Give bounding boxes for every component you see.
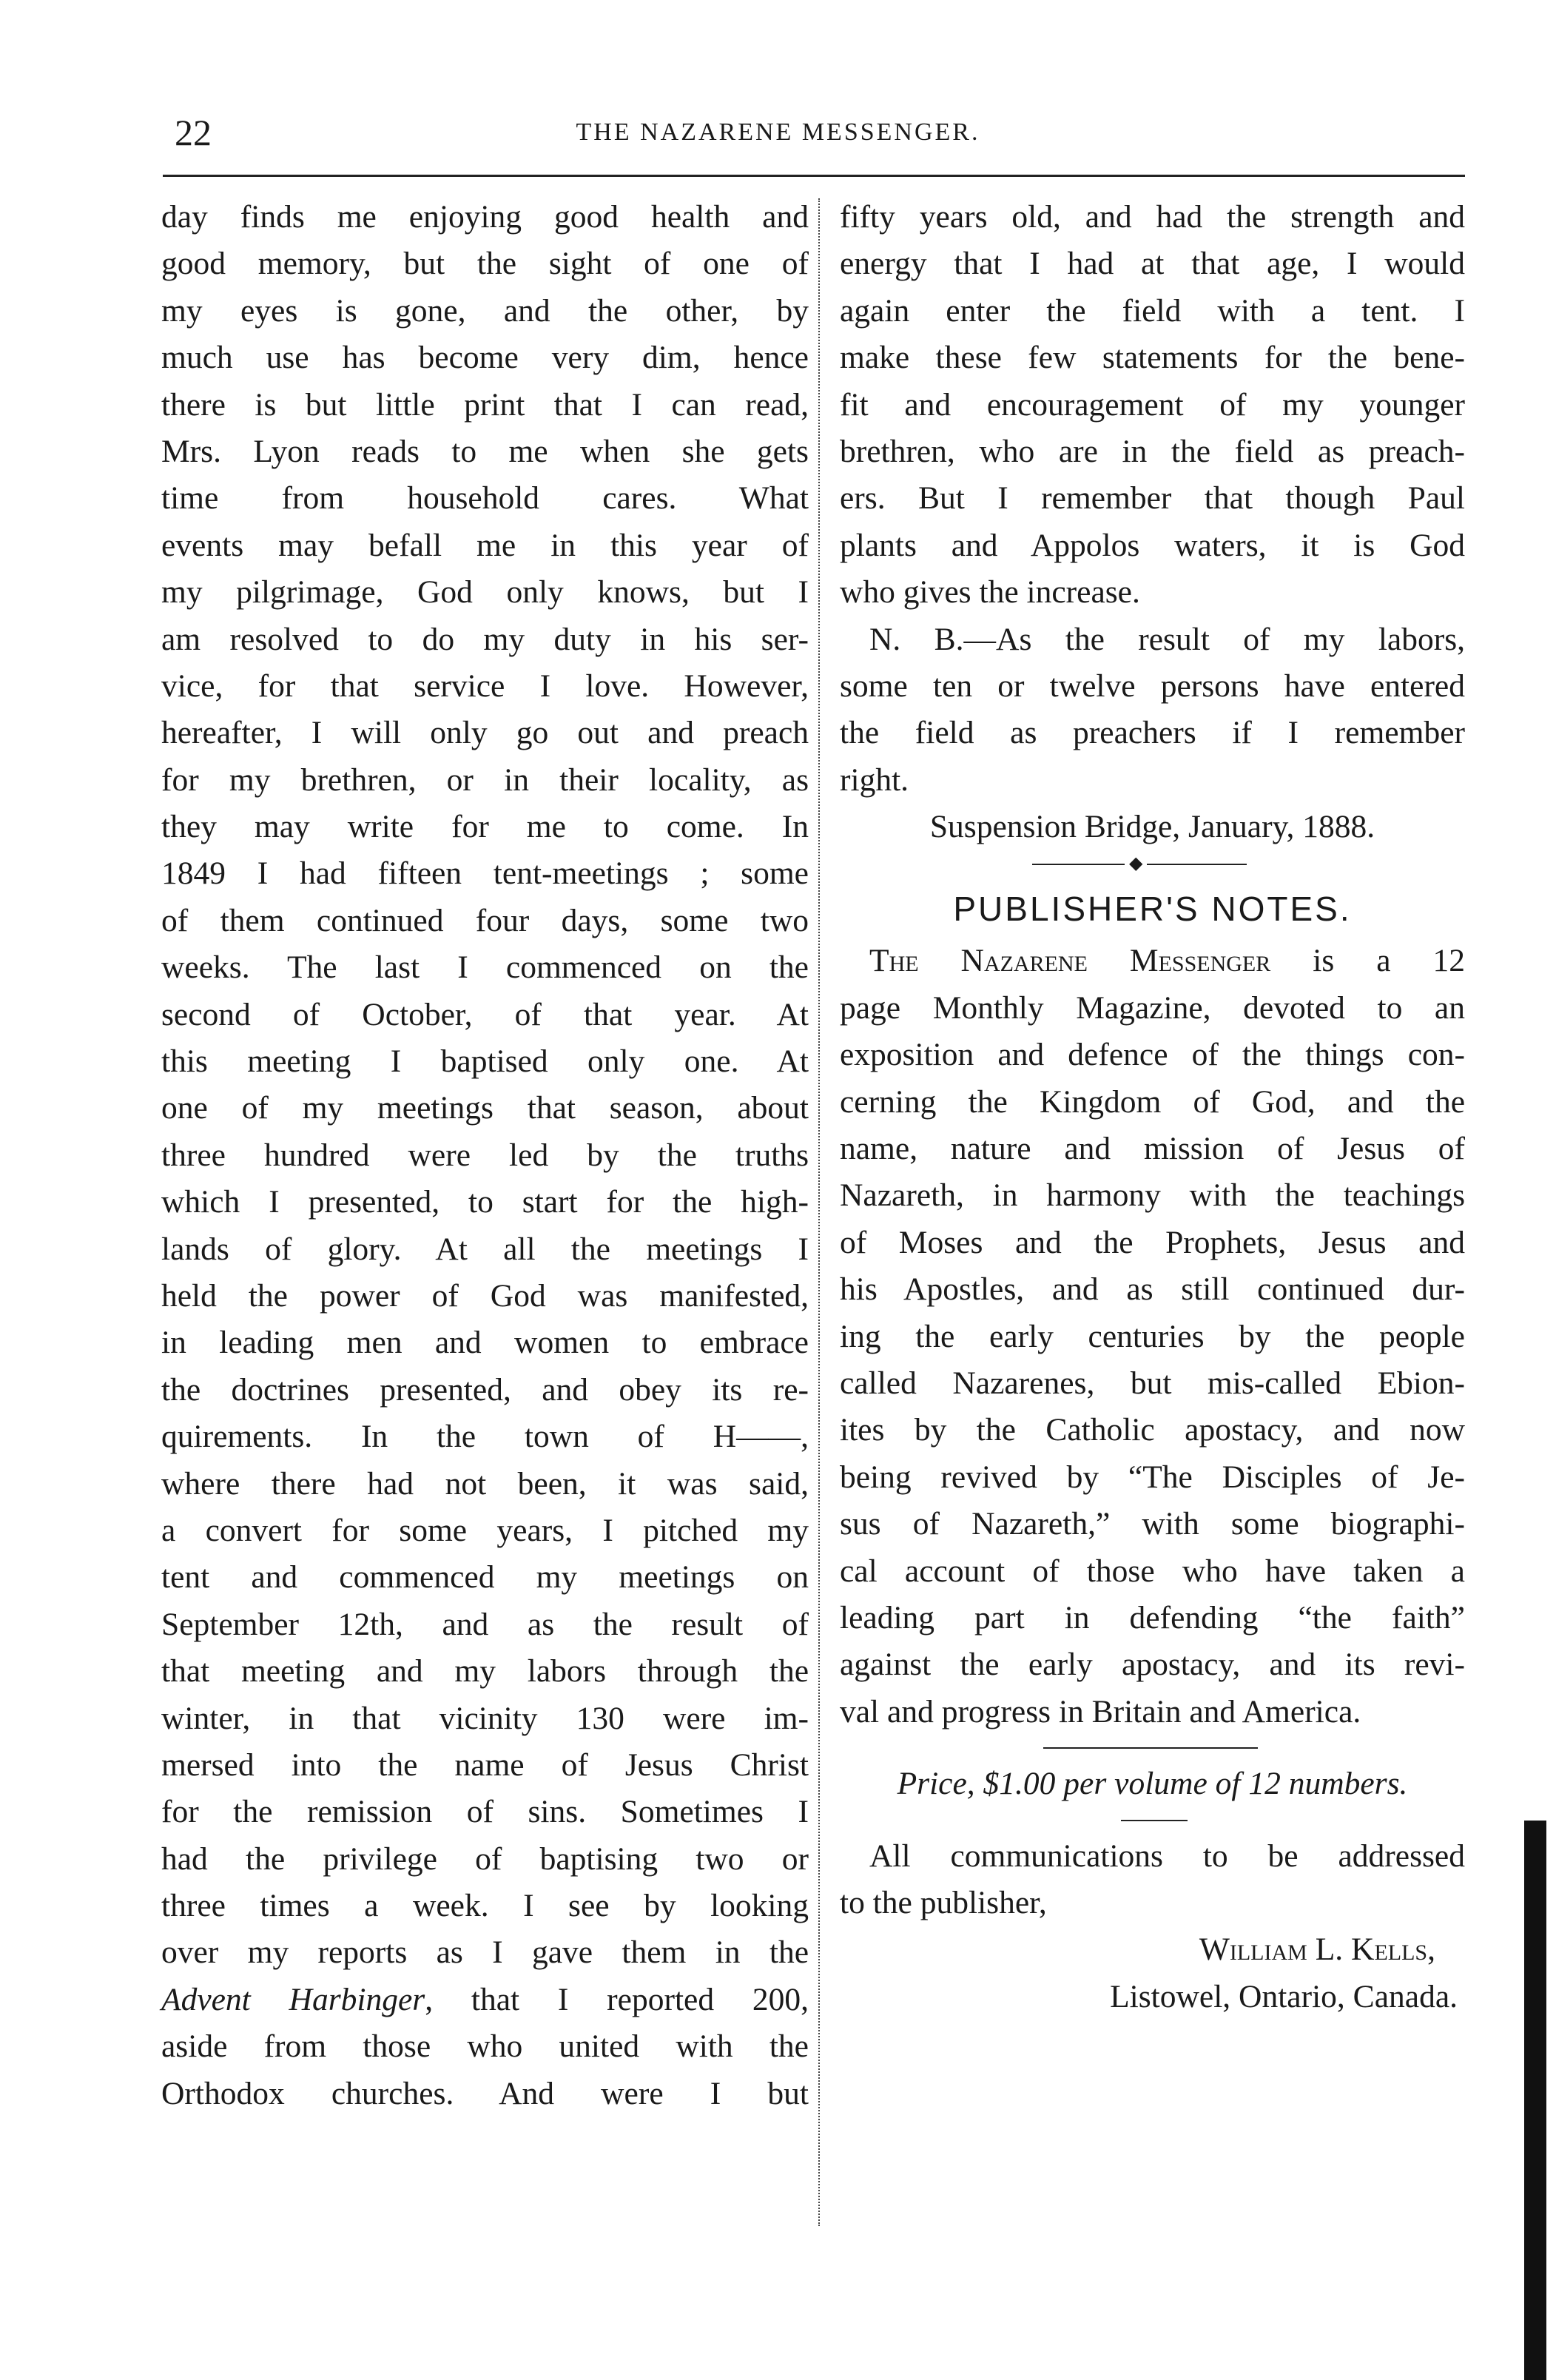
magazine-name: The Nazarene Messenger [869, 943, 1271, 979]
text-line: for the remission of sins. Sometimes I [161, 1794, 809, 1830]
publisher-location: Listowel, Ontario, Canada. [1110, 1978, 1458, 2014]
text-line: Mrs. Lyon reads to me when she gets [161, 433, 809, 469]
text-line: much use has become very dim, hence [161, 340, 809, 376]
text-line: Orthodox churches. And were I but [161, 2075, 809, 2111]
notes-line: called Nazarenes, but mis-called Ebion- [840, 1365, 1465, 1401]
text-line: three times a week. I see by looking [161, 1888, 809, 1924]
text-line: my pilgrimage, God only knows, but I [161, 574, 809, 611]
text-line: a convert for some years, I pitched my [161, 1512, 809, 1548]
text-line: had the privilege of baptising two or [161, 1841, 809, 1877]
letter-continuation [840, 194, 1465, 616]
text-line: good memory, but the sight of one of [161, 246, 809, 282]
nb-line: N. B.—As the result of my labors, [869, 621, 1465, 657]
price-line: Price, $1.00 per volume of 12 numbers. [897, 1766, 1408, 1802]
notes-line: leading part in defending “the faith” [840, 1599, 1465, 1636]
harbinger-line [161, 1977, 809, 2023]
text-line: they may write for me to come. In [161, 809, 809, 845]
text-line: lands of glory. At all the meetings I [161, 1231, 809, 1267]
text-line: my eyes is gone, and the other, by [161, 292, 809, 329]
notes-line: his Apostles, and as still continued dur- [840, 1271, 1465, 1308]
text-line: which I presented, to start for the high- [161, 1184, 809, 1220]
page-number: 22 [175, 112, 212, 153]
notes-first-line [840, 938, 1465, 984]
address-line: to the publisher, [840, 1884, 1047, 1920]
harbinger-rest: , that I reported 200, [425, 1981, 809, 2017]
left-column-closing [161, 2023, 809, 2117]
right-column [840, 194, 1465, 2020]
text-line: again enter the field with a tent. I [840, 292, 1465, 329]
text-line: quirements. In the town of H——, [161, 1419, 809, 1455]
harbinger-title: Advent Harbinger [161, 1981, 425, 2017]
text-line: one of my meetings that season, about [161, 1090, 809, 1126]
notes-line: cal account of those who have taken a [840, 1553, 1465, 1589]
dateline: Suspension Bridge, January, 1888. [929, 809, 1375, 845]
scan-margin-bar [1524, 1821, 1546, 2380]
text-line: September 12th, and as the result of [161, 1606, 809, 1642]
text-line: tent and commenced my meetings on [161, 1559, 809, 1596]
notes-line: sus of Nazareth,” with some biographi- [840, 1506, 1465, 1542]
column-divider [818, 198, 820, 2226]
notes-line: against the early apostacy, and its revi- [840, 1647, 1465, 1683]
publisher-name: William L. Kells, [1199, 1932, 1435, 1968]
text-line: day finds me enjoying good health and [161, 199, 809, 235]
text-line: who gives the increase. [840, 574, 1140, 611]
nota-bene [840, 616, 1465, 804]
text-line: fifty years old, and had the strength and [840, 199, 1465, 235]
notes-line: page Monthly Magazine, devoted to an [840, 989, 1465, 1026]
notes-line: of Moses and the Prophets, Jesus and [840, 1224, 1465, 1260]
header-rule [163, 175, 1465, 177]
text-line: 1849 I had fifteen tent-meetings ; some [161, 855, 809, 892]
text-line: of them continued four days, some two [161, 902, 809, 938]
notes-line: val and progress in Britain and America. [840, 1693, 1361, 1729]
notes-line: Nazareth, in harmony with the teachings [840, 1177, 1465, 1214]
text-line: brethren, who are in the field as preach- [840, 433, 1465, 469]
text-line: mersed into the name of Jesus Christ [161, 1747, 809, 1783]
ornament-diamond: ◆ [1125, 850, 1147, 877]
text-line: ers. But I remember that though Paul [840, 480, 1465, 517]
notes-line: exposition and defence of the things con- [840, 1037, 1465, 1073]
address-line: All communications to be addressed [869, 1838, 1465, 1874]
text-line: where there had not been, it was said, [161, 1465, 809, 1502]
text-line: for my brethren, or in their locality, as [161, 762, 809, 798]
text-line: second of October, of that year. At [161, 996, 809, 1032]
publishers-notes-heading: PUBLISHER'S NOTES. [953, 890, 1352, 929]
notes-line: ing the early centuries by the people [840, 1318, 1465, 1354]
notes-rule [840, 1735, 1465, 1761]
price-rule [840, 1808, 1465, 1833]
publishers-notes-text [840, 985, 1465, 1735]
nb-line: the field as preachers if I remember [840, 715, 1465, 751]
text-line: in leading men and women to embrace [161, 1325, 809, 1361]
text-line: over my reports as I gave them in the [161, 1934, 809, 1971]
text-line: aside from those who united with the [161, 2028, 809, 2065]
text-line: this meeting I baptised only one. At [161, 1043, 809, 1080]
text-line: that meeting and my labors through the [161, 1653, 809, 1690]
text-line: winter, in that vicinity 130 were im- [161, 1700, 809, 1736]
nb-line: some ten or twelve persons have entered [840, 668, 1465, 704]
text-line: weeks. The last I commenced on the [161, 949, 809, 986]
notes-line: ites by the Catholic apostacy, and now [840, 1412, 1465, 1448]
text-line: held the power of God was manifested, [161, 1277, 809, 1314]
text-line: plants and Appolos waters, it is God [840, 527, 1465, 563]
text-line: the doctrines presented, and obey its re- [161, 1371, 809, 1408]
left-column [161, 194, 809, 2117]
running-title: THE NAZARENE MESSENGER. [576, 118, 980, 146]
notes-first-line-rest: is a 12 [1270, 943, 1465, 979]
text-line: events may befall me in this year of [161, 527, 809, 563]
text-line: energy that I had at that age, I would [840, 246, 1465, 282]
notes-line: name, nature and mission of Jesus of [840, 1131, 1465, 1167]
text-line: vice, for that service I love. However, [161, 668, 809, 704]
address-text [840, 1833, 1465, 1927]
notes-line: cerning the Kingdom of God, and the [840, 1083, 1465, 1120]
text-line: there is but little print that I can read, [161, 386, 809, 423]
ornament-divider [840, 850, 1465, 880]
nb-line: right. [840, 762, 909, 798]
notes-line: being revived by “The Disciples of Je- [840, 1459, 1465, 1495]
text-line: fit and encouragement of my younger [840, 386, 1465, 423]
left-column-text [161, 194, 809, 1977]
text-line: hereafter, I will only go out and preach [161, 715, 809, 751]
text-line: make these few statements for the bene- [840, 340, 1465, 376]
text-line: am resolved to do my duty in his ser- [161, 621, 809, 657]
text-line: three hundred were led by the truths [161, 1137, 809, 1173]
text-line: time from household cares. What [161, 480, 809, 517]
